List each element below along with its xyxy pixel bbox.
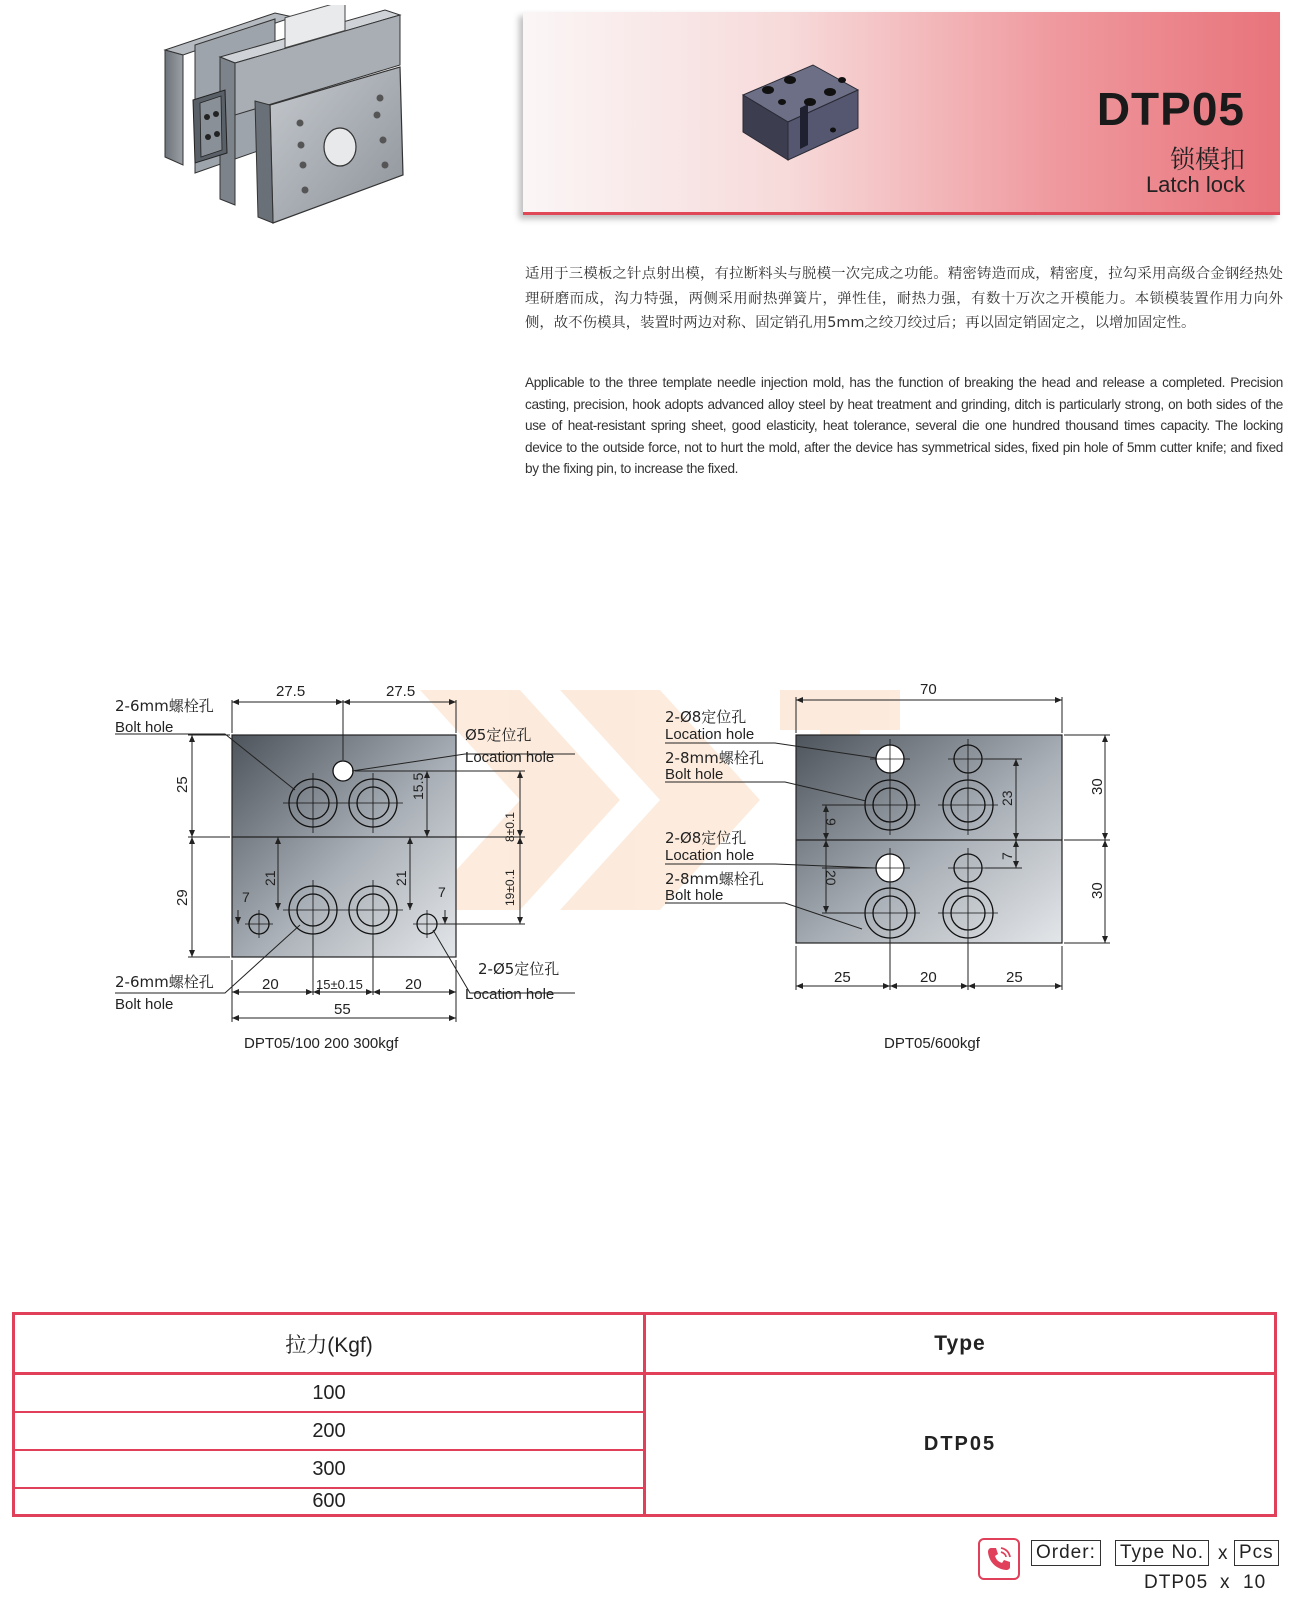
description-cn: 适用于三模板之针点射出模，有拉断料头与脱模一次完成之功能。精密铸造而成，精密度，拉勾采用高级合金钢经热处理研磨而成，沟力特强，两侧采用耐热弹簧片，弹性佳，耐热力强，有数十万次之开模能力。本锁模装置作用力向外侧，故不伤模具，装置时两边对称、固定销孔用5mm之绞刀绞过后；再以固定销固定之，以增加固定性。	[525, 266, 1283, 331]
dim-bottom-20-a: 20	[262, 976, 279, 993]
order-label: Order:	[1031, 1540, 1101, 1566]
label-r-bolt1-cn: 2-8mm螺栓孔	[665, 749, 764, 767]
type-column	[646, 1315, 1274, 1514]
dim-8-tol: 8±0.1	[503, 812, 517, 842]
table-row: 200	[15, 1413, 643, 1451]
product-code: DTP05	[1096, 83, 1245, 135]
label-r-bolt1-en: Bolt hole	[665, 766, 724, 783]
dim-21-b: 21	[393, 870, 409, 886]
label-loc-bottom-en: Location hole	[465, 986, 555, 1003]
dim-r-top-70: 70	[920, 681, 937, 698]
dim-r-bottom-25-b: 25	[1006, 969, 1023, 986]
order-example-type: DTP05	[1144, 1572, 1209, 1593]
product-name-cn: 锁模扣	[1169, 145, 1245, 174]
order-example-qty: 10	[1243, 1572, 1267, 1593]
label-loc-top-en: Location hole	[465, 749, 555, 766]
description-en: Applicable to the three template needle injection mold, has the function of breaking the head and release a completed. Precision casting, precision, hook adopts advanced alloy steel by heat treatment and grinding, ditch is particularly strong, on both sides of the use of heat-resistant spring sheet, good elasticity, heat tolerance, several die one hundred thousand times capacity. The locking device to the outside force, not to hurt the mold, after the device has symmetrical sides, fixed pin hole of 5mm cutter knife; and fixed by the fixing pin, to increase the fixed.	[525, 375, 1283, 476]
order-times: x	[1218, 1543, 1228, 1564]
caption-right: DPT05/600kgf	[884, 1035, 980, 1052]
dim-r-30-a: 30	[1089, 778, 1106, 795]
dim-top-right: 27.5	[386, 683, 416, 700]
label-bolt-bottom-cn: 2-6mm螺栓孔	[115, 973, 214, 991]
dim-r-30-b: 30	[1089, 882, 1106, 899]
dim-r-23: 23	[999, 790, 1015, 806]
right-drawing	[665, 681, 1110, 1052]
label-loc-bottom-cn: 2-Ø5定位孔	[478, 960, 560, 978]
label-r-loc1-cn: 2-Ø8定位孔	[665, 708, 747, 726]
force-column	[15, 1315, 646, 1514]
dim-r-7: 7	[999, 852, 1015, 860]
dim-bottom-15: 15±0.15	[316, 977, 363, 992]
dim-left-lower: 29	[174, 889, 191, 906]
table-row: 300	[15, 1451, 643, 1489]
table-row: 100	[15, 1375, 643, 1413]
dim-19-tol: 19±0.1	[503, 869, 517, 906]
label-bolt-top-en: Bolt hole	[115, 719, 174, 736]
dim-7-b: 7	[438, 884, 446, 900]
type-value: DTP05	[923, 1433, 997, 1455]
label-bolt-top-cn: 2-6mm螺栓孔	[115, 697, 214, 715]
phone-icon	[978, 1538, 1020, 1580]
label-r-loc2-en: Location hole	[665, 847, 755, 864]
dim-left-upper: 25	[174, 776, 191, 793]
dim-top-left: 27.5	[276, 683, 306, 700]
label-loc-top-cn: Ø5定位孔	[465, 726, 532, 744]
pcs-label: Pcs	[1234, 1540, 1279, 1566]
table-row: 600	[312, 1490, 346, 1512]
dim-r-bottom-20: 20	[920, 969, 937, 986]
dim-r-bottom-25-a: 25	[834, 969, 851, 986]
label-r-loc1-en: Location hole	[665, 726, 755, 743]
dim-21-a: 21	[262, 870, 278, 886]
dim-r-9: 9	[823, 818, 839, 826]
label-bolt-bottom-en: Bolt hole	[115, 996, 174, 1013]
dim-7-a: 7	[242, 889, 250, 905]
order-example-times: x	[1220, 1572, 1230, 1593]
label-r-loc2-cn: 2-Ø8定位孔	[665, 829, 747, 847]
label-r-bolt2-en: Bolt hole	[665, 887, 724, 904]
caption-left: DPT05/100 200 300kgf	[244, 1035, 399, 1052]
product-name-en: Latch lock	[1145, 172, 1245, 197]
type-no-label: Type No.	[1115, 1540, 1209, 1566]
dim-bottom-20-b: 20	[405, 976, 422, 993]
dim-r-20-v: 20	[823, 870, 839, 886]
spec-table	[12, 1312, 1277, 1517]
type-header: Type	[646, 1315, 1274, 1375]
dim-bottom-55: 55	[334, 1001, 351, 1018]
force-header: 拉力(Kgf)	[15, 1315, 643, 1375]
label-r-bolt2-cn: 2-8mm螺栓孔	[665, 870, 764, 888]
dim-15-5: 15.5	[410, 772, 426, 800]
